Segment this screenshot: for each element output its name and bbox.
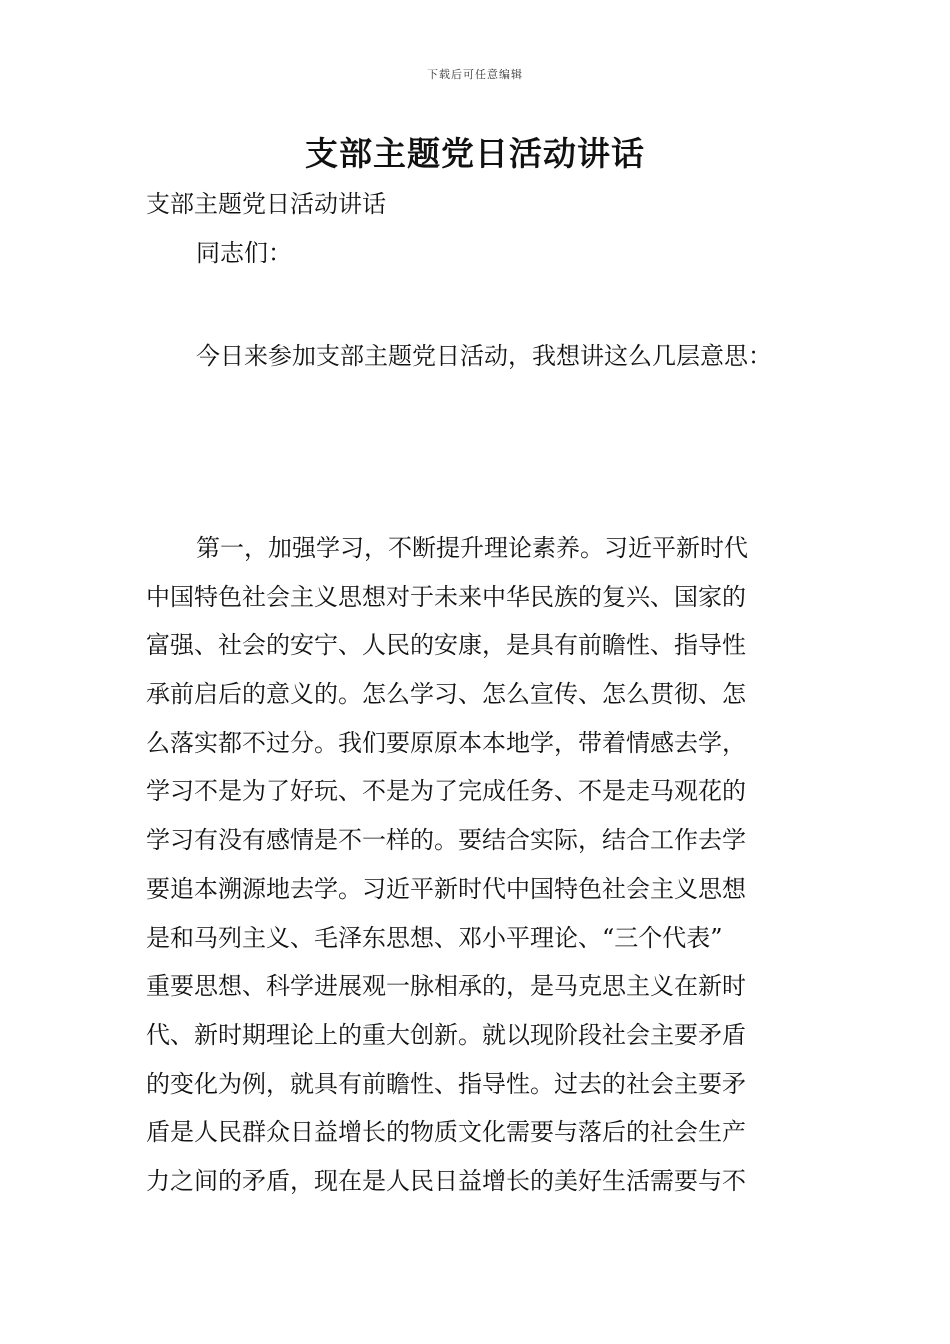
- intro-paragraph: 今日来参加支部主题党日活动，我想讲这么几层意思：: [196, 342, 772, 370]
- body-line: 承前启后的意义的。怎么学习、怎么宣传、怎么贯彻、怎: [146, 680, 746, 709]
- body-line: 么落实都不过分。我们要原原本本地学，带着情感去学，: [146, 728, 746, 757]
- document-subtitle: 支部主题党日活动讲话: [146, 190, 386, 218]
- document-title: 支部主题党日活动讲话: [305, 134, 645, 173]
- body-line: 的变化为例，就具有前瞻性、指导性。过去的社会主要矛: [146, 1069, 746, 1098]
- body-line: 是和马列主义、毛泽东思想、邓小平理论、“三个代表”: [146, 923, 723, 952]
- body-paragraph: [146, 530, 806, 1212]
- body-line: 重要思想、科学进展观一脉相承的，是马克思主义在新时: [146, 972, 746, 1001]
- body-line: 盾是人民群众日益增长的物质文化需要与落后的社会生产: [146, 1118, 746, 1147]
- body-line: 学习有没有感情是不一样的。要结合实际，结合工作去学: [146, 826, 746, 855]
- body-line: 代、新时期理论上的重大创新。就以现阶段社会主要矛盾: [146, 1020, 746, 1049]
- body-line: 富强、社会的安宁、人民的安康，是具有前瞻性、指导性: [146, 631, 746, 660]
- body-line: 中国特色社会主义思想对于未来中华民族的复兴、国家的: [146, 582, 746, 611]
- salutation: 同志们：: [196, 239, 292, 267]
- body-line: 学习不是为了好玩、不是为了完成任务、不是走马观花的: [146, 777, 746, 806]
- header-note: 下载后可任意编辑: [427, 68, 523, 81]
- body-line: 要追本溯源地去学。习近平新时代中国特色社会主义思想: [146, 874, 746, 903]
- body-line: 第一，加强学习，不断提升理论素养。习近平新时代: [196, 534, 748, 562]
- body-line: 力之间的矛盾，现在是人民日益增长的美好生活需要与不: [146, 1166, 746, 1195]
